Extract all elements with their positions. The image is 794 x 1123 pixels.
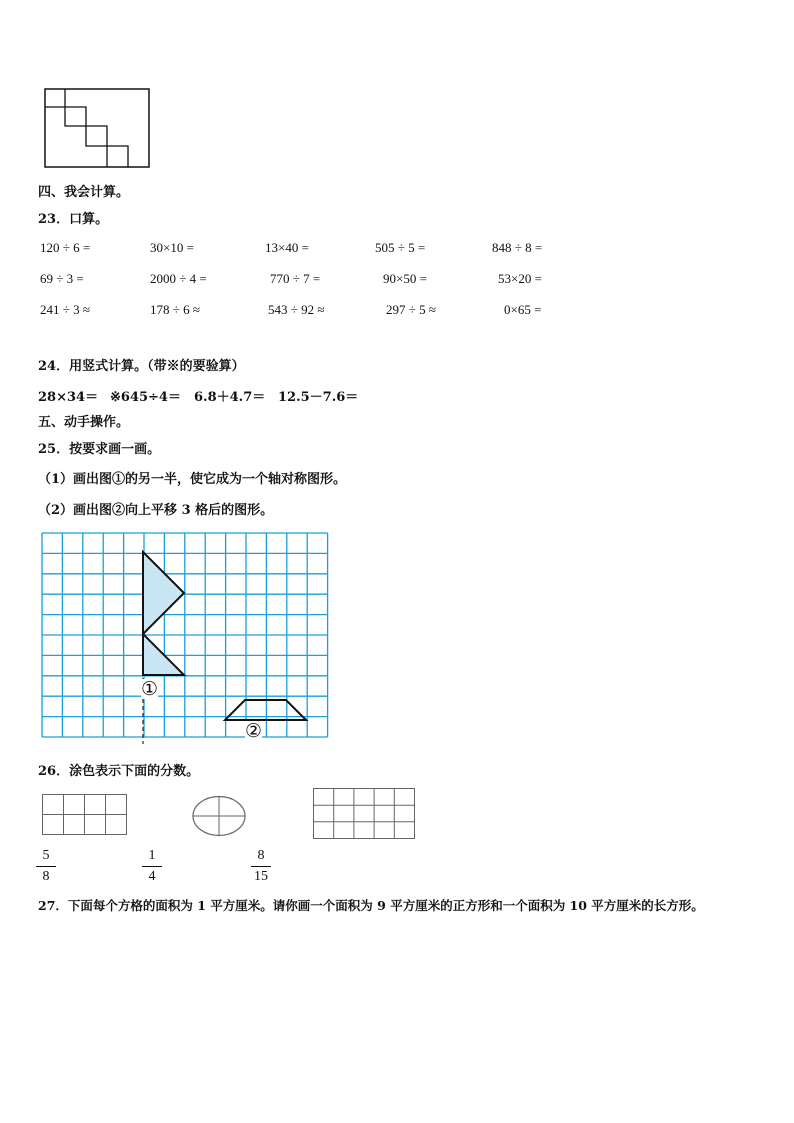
calc-r1c1: 120 ÷ 6 = [40, 240, 91, 255]
calc-r1c2: 30×10 = [150, 240, 194, 255]
fraction-bar [251, 866, 271, 867]
shape-1-label: ① [141, 678, 159, 700]
calc-r2c3: 770 ÷ 7 = [270, 271, 321, 286]
shape-1 [143, 552, 184, 675]
fraction-numerator: 8 [257, 848, 265, 863]
fraction-numerator: 5 [42, 848, 50, 863]
fraction-bar [142, 866, 162, 867]
calc-r2c2: 2000 ÷ 4 = [150, 271, 207, 286]
calc-r2c5: 53×20 = [498, 271, 542, 286]
q25-part2: （2）画出图②向上平移 3 格后的图形。 [38, 503, 274, 518]
fraction-5-8 [34, 848, 58, 885]
q25-part1: （1）画出图①的另一半，使它成为一个轴对称图形。 [38, 472, 347, 487]
q26-title: 26．涂色表示下面的分数。 [38, 764, 200, 779]
calc-r3c3: 543 ÷ 92 ≈ [268, 302, 325, 317]
fraction-denominator: 8 [42, 869, 50, 884]
fraction-denominator: 15 [254, 869, 268, 884]
calc-r1c3: 13×40 = [265, 240, 309, 255]
q24-item-3: 6.8＋4.7＝ [194, 390, 266, 405]
q24-item-4: 12.5－7.6＝ [278, 390, 359, 405]
q27-title: 27．下面每个方格的面积为 1 平方厘米。请你画一个面积为 9 平方厘米的正方形和一个面积为 10 平方厘米的长方形。 [38, 898, 704, 913]
calc-r3c4: 297 ÷ 5 ≈ [386, 302, 437, 317]
calc-r2c4: 90×50 = [383, 271, 427, 286]
drawing-grid[interactable] [41, 532, 327, 744]
rect-grid-8[interactable] [42, 794, 128, 836]
q24-item-1: 28×34＝ [38, 390, 99, 405]
ellipse-quarters[interactable] [191, 795, 247, 837]
fraction-denominator: 4 [148, 869, 156, 884]
q23-title: 23．口算。 [38, 212, 109, 227]
rect-grid-15[interactable] [313, 788, 416, 840]
calc-r1c5: 848 ÷ 8 = [492, 240, 543, 255]
q24-item-2: ※645÷4＝ [110, 390, 181, 405]
q24-title: 24．用竖式计算。（带※的要验算） [38, 359, 245, 374]
fraction-numerator: 1 [148, 848, 156, 863]
section4-title: 四、我会计算。 [38, 185, 130, 200]
shape-2-label: ② [245, 720, 263, 742]
fraction-8-15 [249, 848, 273, 885]
calc-r3c2: 178 ÷ 6 ≈ [150, 302, 201, 317]
staircase-figure [44, 88, 152, 170]
section5-title: 五、动手操作。 [38, 415, 130, 430]
fraction-bar [36, 866, 56, 867]
calc-r1c4: 505 ÷ 5 = [375, 240, 426, 255]
q25-title: 25．按要求画一画。 [38, 442, 161, 457]
calc-r2c1: 69 ÷ 3 = [40, 271, 84, 286]
fraction-1-4 [140, 848, 164, 885]
calc-r3c5: 0×65 = [504, 302, 542, 317]
calc-r3c1: 241 ÷ 3 ≈ [40, 302, 91, 317]
